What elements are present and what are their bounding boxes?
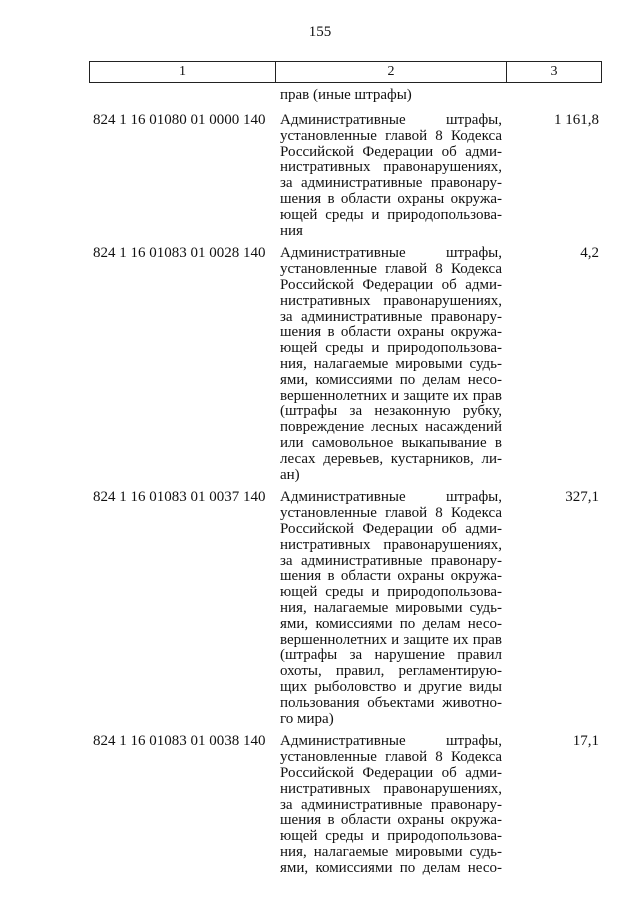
row-code: 824 1 16 01080 01 0000 140 [93,112,266,128]
description-line: за административные правонару- [280,552,502,569]
header-col-3: 3 [507,62,602,83]
description-line: нистративных правонарушениях, [280,292,502,309]
description-line: ями, комиссиями по делам несо- [280,371,502,388]
description-line: Административные штрафы, [280,245,502,262]
row-description [280,490,502,727]
description-line: ями, комиссиями по делам несо- [280,615,502,632]
description-line: охоты, правил, регламентирую- [280,663,502,680]
column-header-table [89,61,602,83]
row-description [280,113,502,239]
description-line: нистративных правонарушениях, [280,159,502,176]
continuation-text: прав (иные штрафы) [280,87,412,103]
description-line: шения в области охраны окружа- [280,812,502,829]
description-line: ями, комиссиями по делам несо- [280,859,502,876]
description-line: за административные правонару- [280,796,502,813]
description-line: за административные правонару- [280,175,502,192]
description-line: го мира) [280,710,334,727]
description-line: Административные штрафы, [280,489,502,506]
description-line: ющей среды и природопользова- [280,206,502,223]
description-line: установленные главой 8 Кодекса [280,505,502,522]
description-line: вершеннолетних и защите их прав [280,387,502,404]
row-amount: 327,1 [565,489,599,506]
description-line: щих рыболовство и другие виды [280,678,502,695]
description-line: ния, налагаемые мировыми судь- [280,843,502,860]
page-number: 155 [308,24,332,40]
row-description [280,734,502,876]
row-code: 824 1 16 01083 01 0037 140 [93,489,266,506]
description-line: Российской Федерации об адми- [280,143,502,160]
header-col-1: 1 [90,62,276,83]
description-line: установленные главой 8 Кодекса [280,749,502,766]
description-line: ан) [280,466,300,483]
row-code: 824 1 16 01083 01 0038 140 [93,733,266,750]
description-line: или самовольное выкапывание в [280,434,502,451]
description-line: нистративных правонарушениях, [280,536,502,553]
description-line: ющей среды и природопользова- [280,584,502,601]
description-line: ния [280,222,303,239]
description-line: за административные правонару- [280,308,502,325]
description-line: установленные главой 8 Кодекса [280,261,502,278]
description-line: Российской Федерации об адми- [280,764,502,781]
description-line: ния, налагаемые мировыми судь- [280,355,502,372]
description-line: Административные штрафы, [280,733,502,750]
description-line: Административные штрафы, [280,112,502,128]
description-line: Российской Федерации об адми- [280,276,502,293]
row-amount: 17,1 [572,733,599,750]
row-description [280,246,502,483]
description-line: шения в области охраны окружа- [280,568,502,585]
description-line: ющей среды и природопользова- [280,828,502,845]
description-line: повреждение лесных насаждений [280,419,502,436]
description-line: вершеннолетних и защите их прав [280,631,502,648]
row-amount: 4,2 [580,245,599,262]
description-line: лесах деревьев, кустарников, ли- [280,450,502,467]
row-code: 824 1 16 01083 01 0028 140 [93,245,266,262]
description-line: ния, налагаемые мировыми судь- [280,599,502,616]
header-col-2: 2 [276,62,507,83]
row-amount: 1 161,8 [554,112,599,128]
description-line: шения в области охраны окружа- [280,324,502,341]
description-line: Российской Федерации об адми- [280,520,502,537]
description-line: установленные главой 8 Кодекса [280,127,502,144]
description-line: нистративных правонарушениях, [280,780,502,797]
description-line: пользования объектами животно- [280,694,502,711]
description-line: шения в области охраны окружа- [280,190,502,207]
description-line: ющей среды и природопользова- [280,340,502,357]
description-line: (штрафы за нарушение правил [280,647,502,664]
description-line: (штрафы за незаконную рубку, [280,403,502,420]
